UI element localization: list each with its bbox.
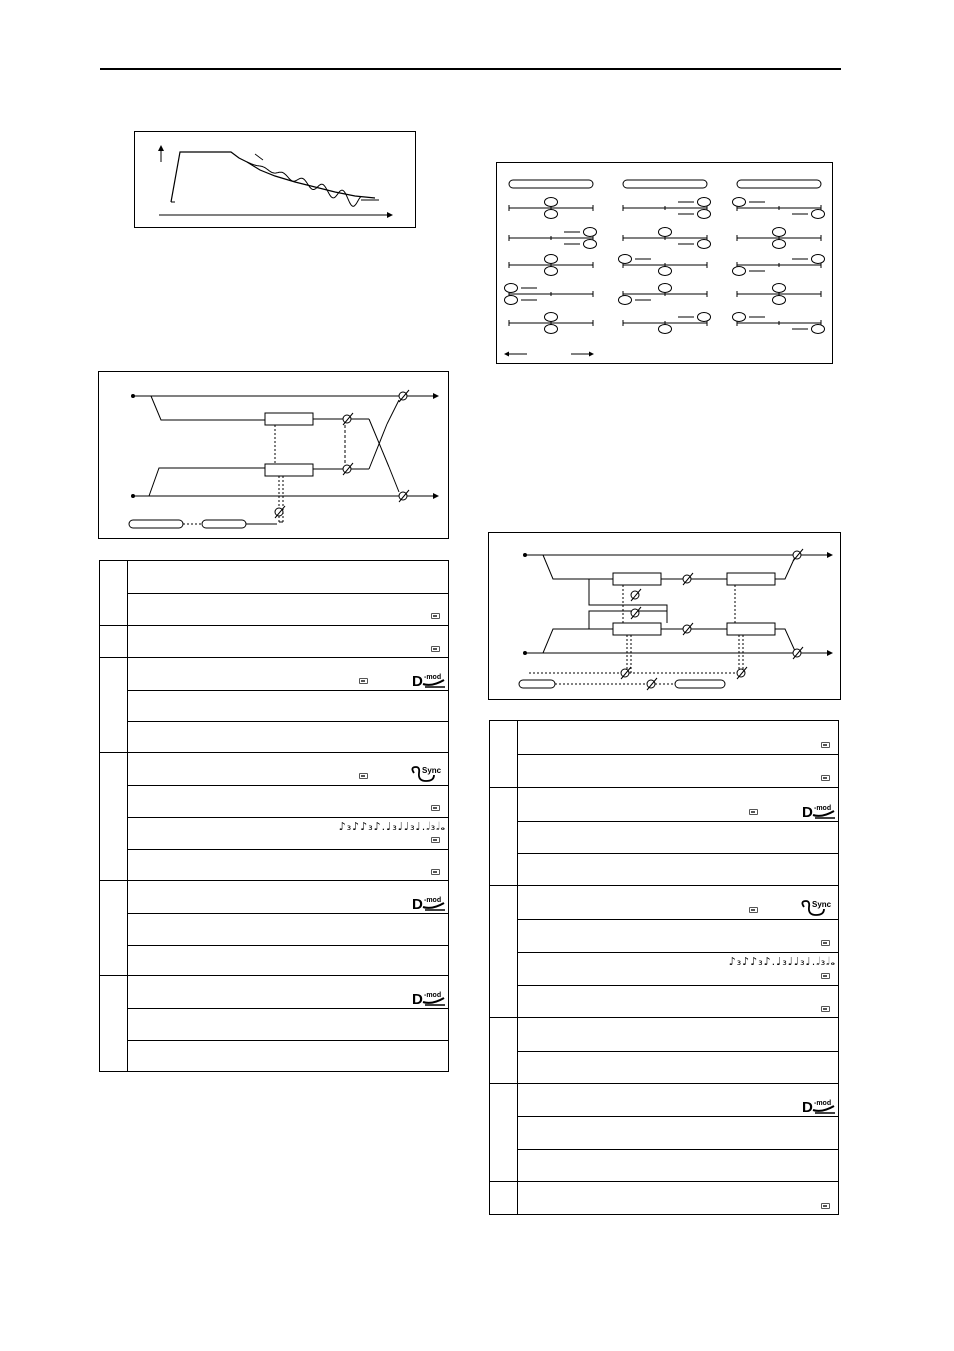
pan-position-oval xyxy=(505,296,518,305)
parameter-row xyxy=(517,1084,838,1117)
svg-text:D: D xyxy=(802,1099,813,1117)
parameter-row xyxy=(127,690,448,722)
svg-text:Sync: Sync xyxy=(422,766,442,776)
parameter-group xyxy=(490,1181,838,1214)
parameter-row xyxy=(127,658,448,690)
parameter-group-label xyxy=(100,658,128,753)
pan-position-oval xyxy=(773,240,786,249)
left-signal-flow xyxy=(99,372,450,540)
pan-position-oval xyxy=(659,284,672,293)
pan-position-oval xyxy=(545,313,558,322)
parameter-group xyxy=(100,752,448,880)
parameter-row xyxy=(517,1051,838,1084)
pointing-hand-reference-icon xyxy=(821,742,830,748)
parameter-group xyxy=(100,657,448,753)
pan-position-oval xyxy=(584,240,597,249)
pan-position-oval xyxy=(619,255,632,264)
parameter-group xyxy=(490,721,838,787)
sync-icon xyxy=(410,765,440,783)
parameter-row xyxy=(127,626,448,658)
envelope-curve xyxy=(171,152,375,202)
parameter-group-label xyxy=(100,976,128,1071)
pan-position-oval xyxy=(698,240,711,249)
parameter-group-label xyxy=(490,1018,518,1083)
parameter-row xyxy=(127,945,448,977)
parameter-group xyxy=(490,885,838,1016)
dmod-icon xyxy=(412,895,446,911)
left-block-diagram xyxy=(98,371,449,539)
parameter-group xyxy=(490,1017,838,1083)
parameter-group-label xyxy=(490,788,518,886)
knob-icon xyxy=(275,390,409,518)
parameter-group-label xyxy=(100,753,128,880)
pointing-hand-reference-icon xyxy=(749,809,758,815)
pointing-hand-reference-icon xyxy=(431,869,440,875)
parameter-row xyxy=(127,753,448,785)
pan-position-oval xyxy=(812,325,825,334)
note-value-icons: ♪₃♪♪₃♪.♩₃♩♩₃♩.𝅗𝅥₃𝅗𝅥𝅝 xyxy=(728,955,836,969)
parameter-row xyxy=(127,849,448,881)
note-value-icons: ♪₃♪♪₃♪.♩₃♩♩₃♩.𝅗𝅥₃𝅗𝅥𝅝 xyxy=(338,820,446,833)
parameter-group-label xyxy=(100,881,128,976)
left-parameter-table xyxy=(99,560,449,1072)
svg-text:D: D xyxy=(412,991,423,1009)
pan-column-header xyxy=(509,180,593,188)
parameter-group xyxy=(490,1083,838,1182)
parameter-row xyxy=(127,913,448,945)
parameter-row xyxy=(517,985,838,1018)
pan-position-oval xyxy=(773,296,786,305)
pointing-hand-reference-icon xyxy=(359,773,368,779)
pan-position-oval xyxy=(812,255,825,264)
right-block-diagram xyxy=(488,532,841,700)
parameter-row xyxy=(517,1182,838,1215)
parameter-row xyxy=(127,1040,448,1072)
svg-text:D: D xyxy=(412,895,423,913)
pointing-hand-reference-icon xyxy=(821,1006,830,1012)
pan-position-oval xyxy=(698,210,711,219)
pointing-hand-reference-icon xyxy=(431,805,440,811)
pointing-hand-reference-icon xyxy=(821,973,830,979)
pan-position-oval xyxy=(584,228,597,237)
pointing-hand-reference-icon xyxy=(431,837,440,843)
parameter-row xyxy=(127,721,448,753)
parameter-row xyxy=(127,593,448,625)
svg-text:D: D xyxy=(412,672,423,690)
parameter-row xyxy=(127,817,448,849)
parameter-row xyxy=(517,1149,838,1182)
pan-position-oval xyxy=(773,228,786,237)
pan-position-oval xyxy=(659,228,672,237)
pointing-hand-reference-icon xyxy=(749,907,758,913)
pan-position-oval xyxy=(545,267,558,276)
parameter-row xyxy=(517,821,838,854)
header-rule xyxy=(100,68,841,70)
parameter-row xyxy=(517,886,838,919)
parameter-row xyxy=(517,754,838,787)
svg-text:-mod: -mod xyxy=(814,1100,832,1108)
pan-position-oval xyxy=(698,198,711,207)
pointing-hand-reference-icon xyxy=(821,775,830,781)
svg-text:-mod: -mod xyxy=(424,673,442,681)
sync-icon xyxy=(800,899,830,917)
svg-text:-mod: -mod xyxy=(424,896,442,904)
dmod-icon xyxy=(412,672,446,688)
pan-position-oval xyxy=(619,296,632,305)
parameter-group-label xyxy=(490,1182,518,1214)
parameter-row xyxy=(127,976,448,1008)
pan-position-oval xyxy=(659,325,672,334)
pointing-hand-reference-icon xyxy=(431,646,440,652)
dmod-icon xyxy=(802,803,836,819)
pan-position-oval xyxy=(545,210,558,219)
svg-text:D: D xyxy=(802,803,813,821)
parameter-row xyxy=(127,785,448,817)
pan-column-header xyxy=(737,180,821,188)
pan-position-oval xyxy=(698,313,711,322)
parameter-group xyxy=(490,787,838,886)
envelope-graph xyxy=(135,132,417,229)
pan-position-oval xyxy=(659,267,672,276)
dmod-icon xyxy=(802,1098,836,1117)
pan-column-header xyxy=(623,180,707,188)
parameter-row xyxy=(517,1116,838,1149)
parameter-row xyxy=(517,952,838,985)
pan-positions xyxy=(497,163,834,365)
svg-text:-mod: -mod xyxy=(814,804,832,812)
svg-text:Sync: Sync xyxy=(812,900,832,910)
parameter-group-label xyxy=(490,886,518,1016)
parameter-row xyxy=(127,561,448,593)
pointing-hand-reference-icon xyxy=(821,1203,830,1209)
parameter-group xyxy=(100,880,448,976)
parameter-row xyxy=(517,1018,838,1051)
parameter-row xyxy=(127,881,448,913)
pointing-hand-reference-icon xyxy=(431,613,440,619)
envelope-diagram xyxy=(134,131,416,228)
parameter-group xyxy=(100,561,448,625)
right-parameter-table xyxy=(489,720,839,1215)
parameter-row xyxy=(517,853,838,886)
parameter-group xyxy=(100,975,448,1071)
pointing-hand-reference-icon xyxy=(359,678,368,684)
dmod-icon xyxy=(412,990,446,1009)
pan-position-oval xyxy=(505,284,518,293)
parameter-row xyxy=(127,1008,448,1040)
right-signal-flow xyxy=(489,533,842,701)
parameter-row xyxy=(517,721,838,754)
pan-position-oval xyxy=(733,313,746,322)
parameter-group-label xyxy=(100,626,128,657)
svg-text:-mod: -mod xyxy=(424,992,442,1000)
parameter-group-label xyxy=(490,721,518,787)
pan-position-oval xyxy=(545,255,558,264)
pan-position-oval xyxy=(733,267,746,276)
parameter-group xyxy=(100,625,448,657)
parameter-row xyxy=(517,919,838,952)
parameter-group-label xyxy=(490,1084,518,1182)
pan-position-oval xyxy=(545,325,558,334)
pan-position-oval xyxy=(545,198,558,207)
parameter-group-label xyxy=(100,561,128,625)
pan-position-oval xyxy=(812,210,825,219)
pan-diagram xyxy=(496,162,833,364)
parameter-row xyxy=(517,788,838,821)
pan-position-oval xyxy=(773,284,786,293)
pan-position-oval xyxy=(733,198,746,207)
knob-icon xyxy=(621,549,803,690)
pointing-hand-reference-icon xyxy=(821,940,830,946)
